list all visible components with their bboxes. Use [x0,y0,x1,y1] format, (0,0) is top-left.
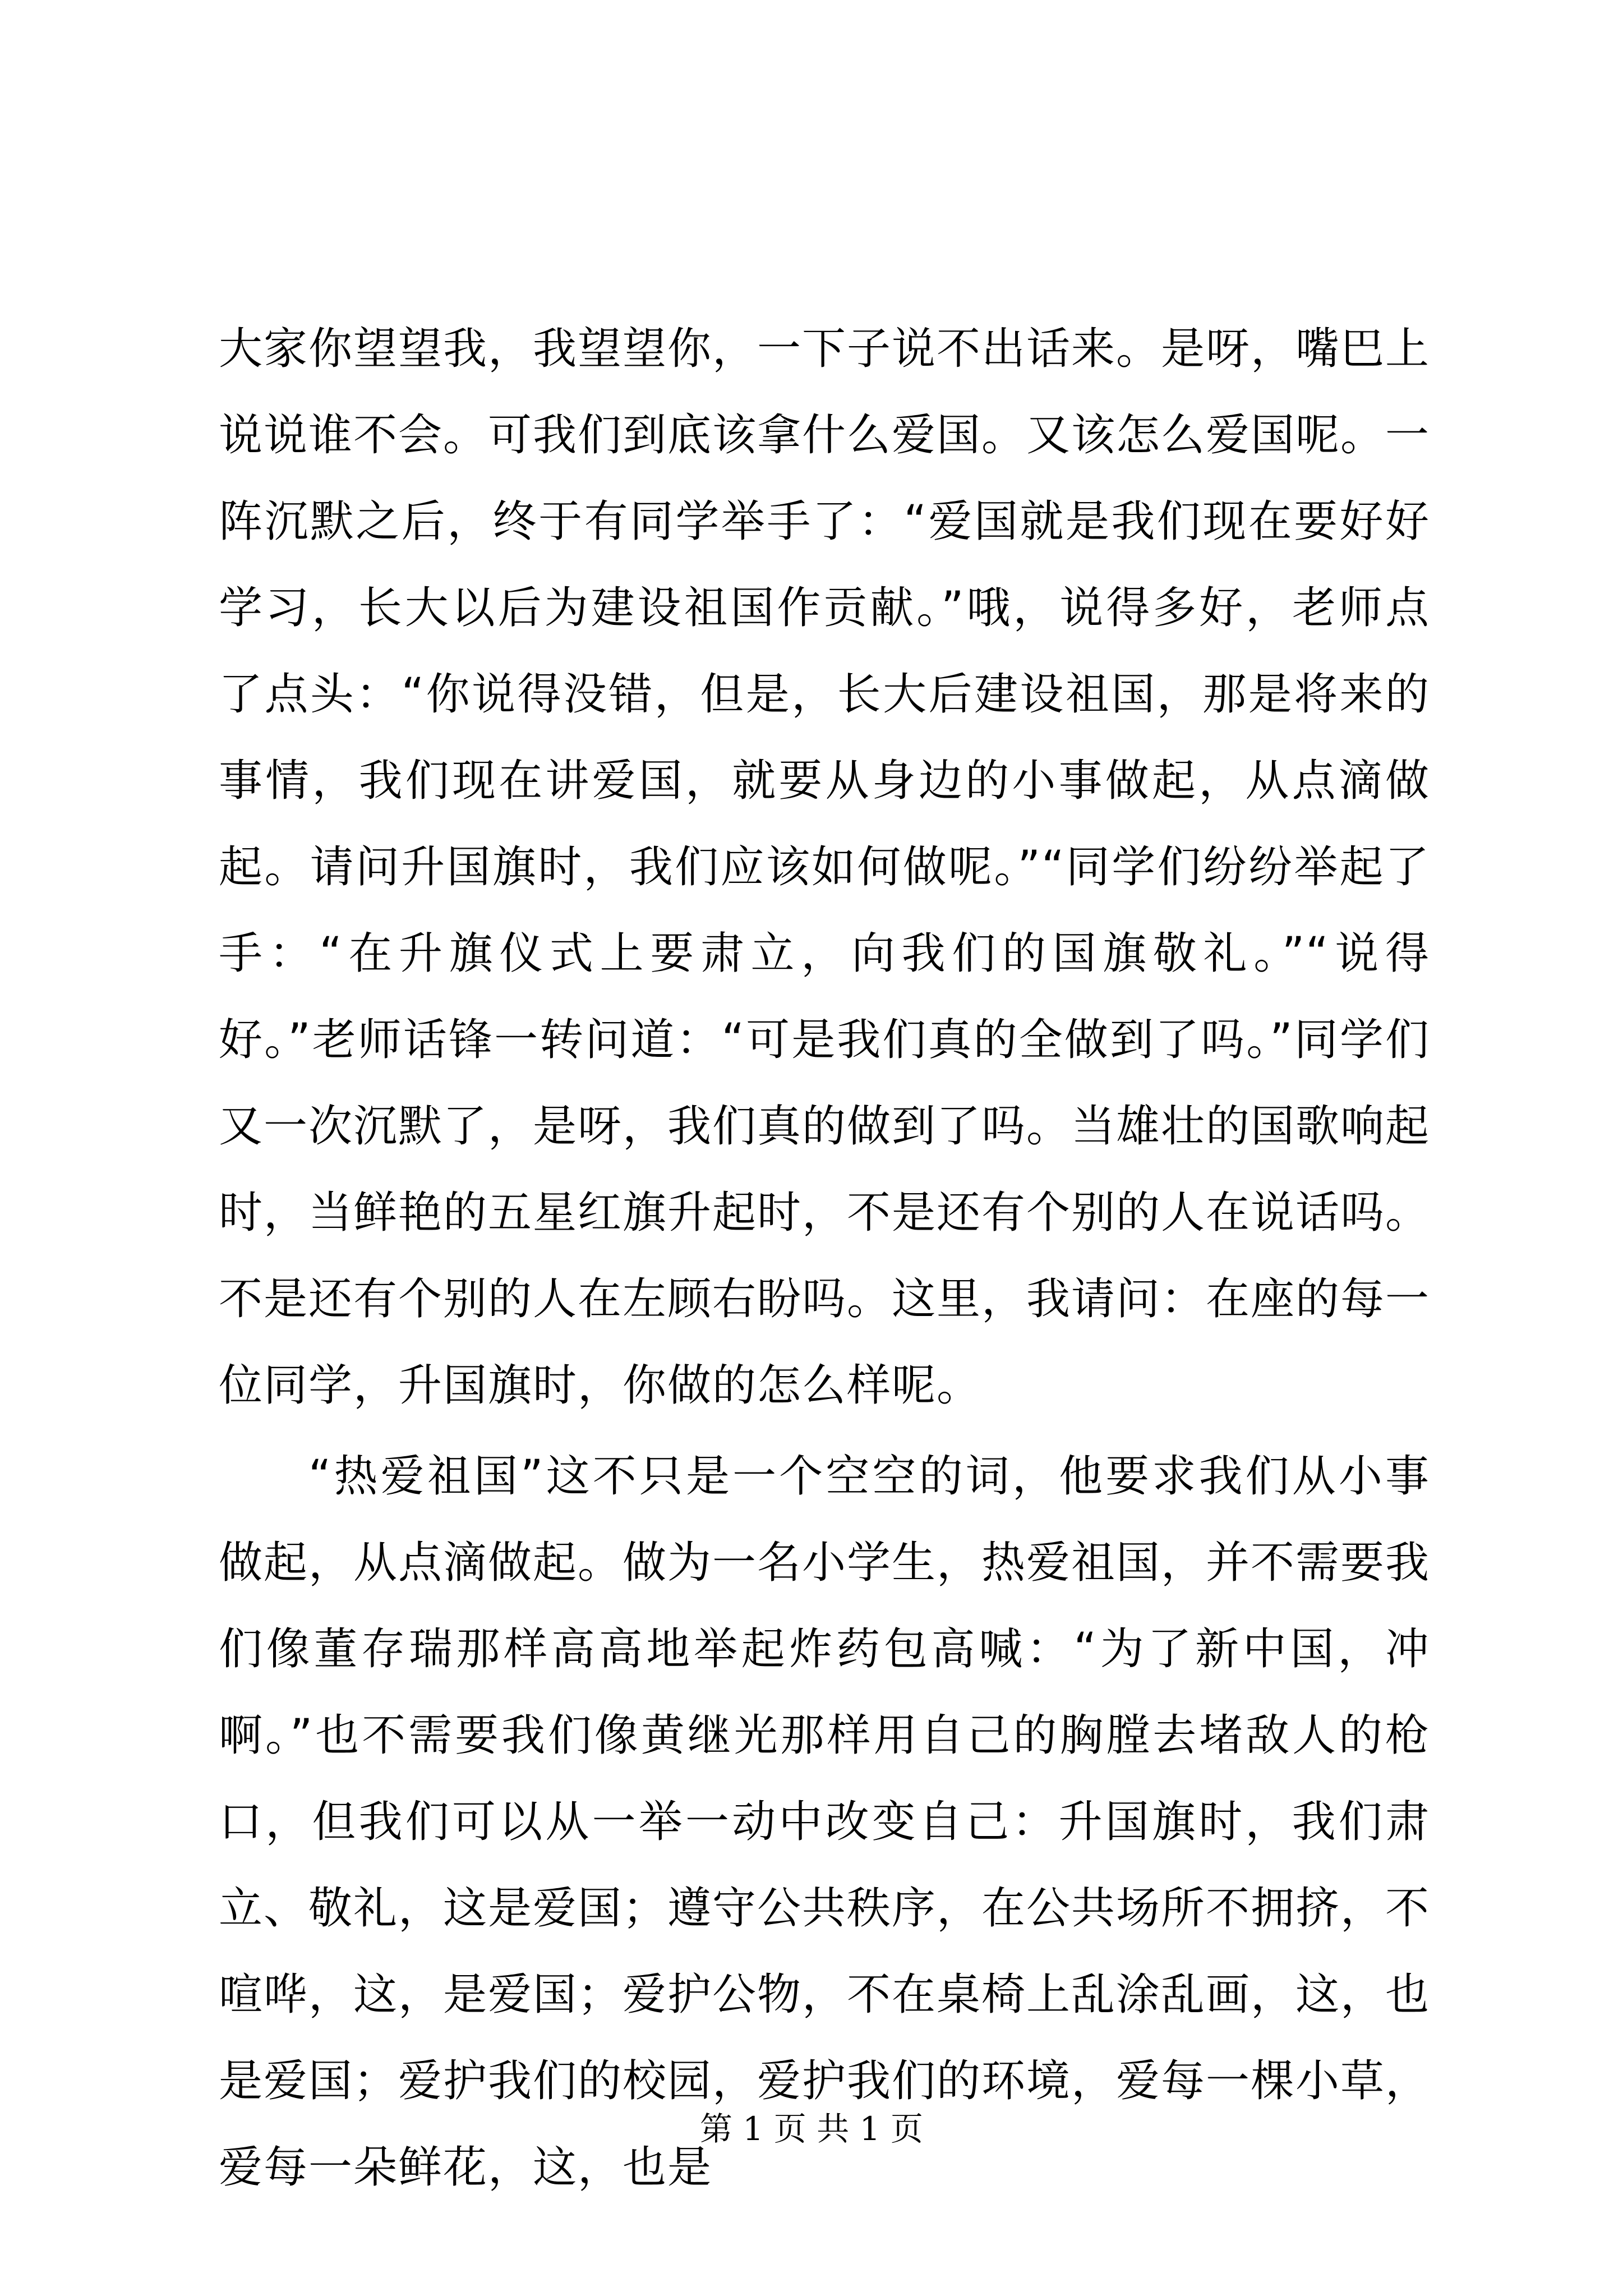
paragraph-2: “热爱祖国”这不只是一个空空的词，他要求我们从小事做起，从点滴做起。做为一名小学生，热爱祖国，并不需要我们像董存瑞那样高高地举起炸药包高喊：“为了新中国，冲啊。”也不需要我们像黄继光那样用自己的胸膛去堵敌人的枪口，但我们可以从一举一动中改变自己：升国旗时，我们肃立、敬礼，这是爱国；遵守公共秩序，在公共场所不拥挤，不喧哗，这，是爱国；爱护公物，不在桌椅上乱涂乱画，这，也是爱国；爱护我们的校园，爱护我们的环境，爱每一棵小草，爱每一朵鲜花，这，也是 [219,1451,1431,2193]
document-body [219,306,1430,2211]
page-footer: 第 1 页 共 1 页 [700,2110,923,2148]
paragraph-1: 大家你望望我，我望望你，一下子说不出话来。是呀，嘴巴上说说谁不会。可我们到底该拿什么爱国。又该怎么爱国呢。一阵沉默之后，终于有同学举手了：“爱国就是我们现在要好好学习，长大以后为建设祖国作贡献。”哦，说得多好，老师点了点头：“你说得没错，但是，长大后建设祖国，那是将来的事情，我们现在讲爱国，就要从身边的小事做起，从点滴做起。请问升国旗时，我们应该如何做呢。”“同学们纷纷举起了手：“在升旗仪式上要肃立，向我们的国旗敬礼。”“说得好。”老师话锋一转问道：“可是我们真的全做到了吗。”同学们又一次沉默了，是呀，我们真的做到了吗。当雄壮的国歌响起时，当鲜艳的五星红旗升起时，不是还有个别的人在说话吗。不是还有个别的人在左顾右盼吗。这里，我请问：在座的每一位同学，升国旗时，你做的怎么样呢。 [219,324,1431,1411]
